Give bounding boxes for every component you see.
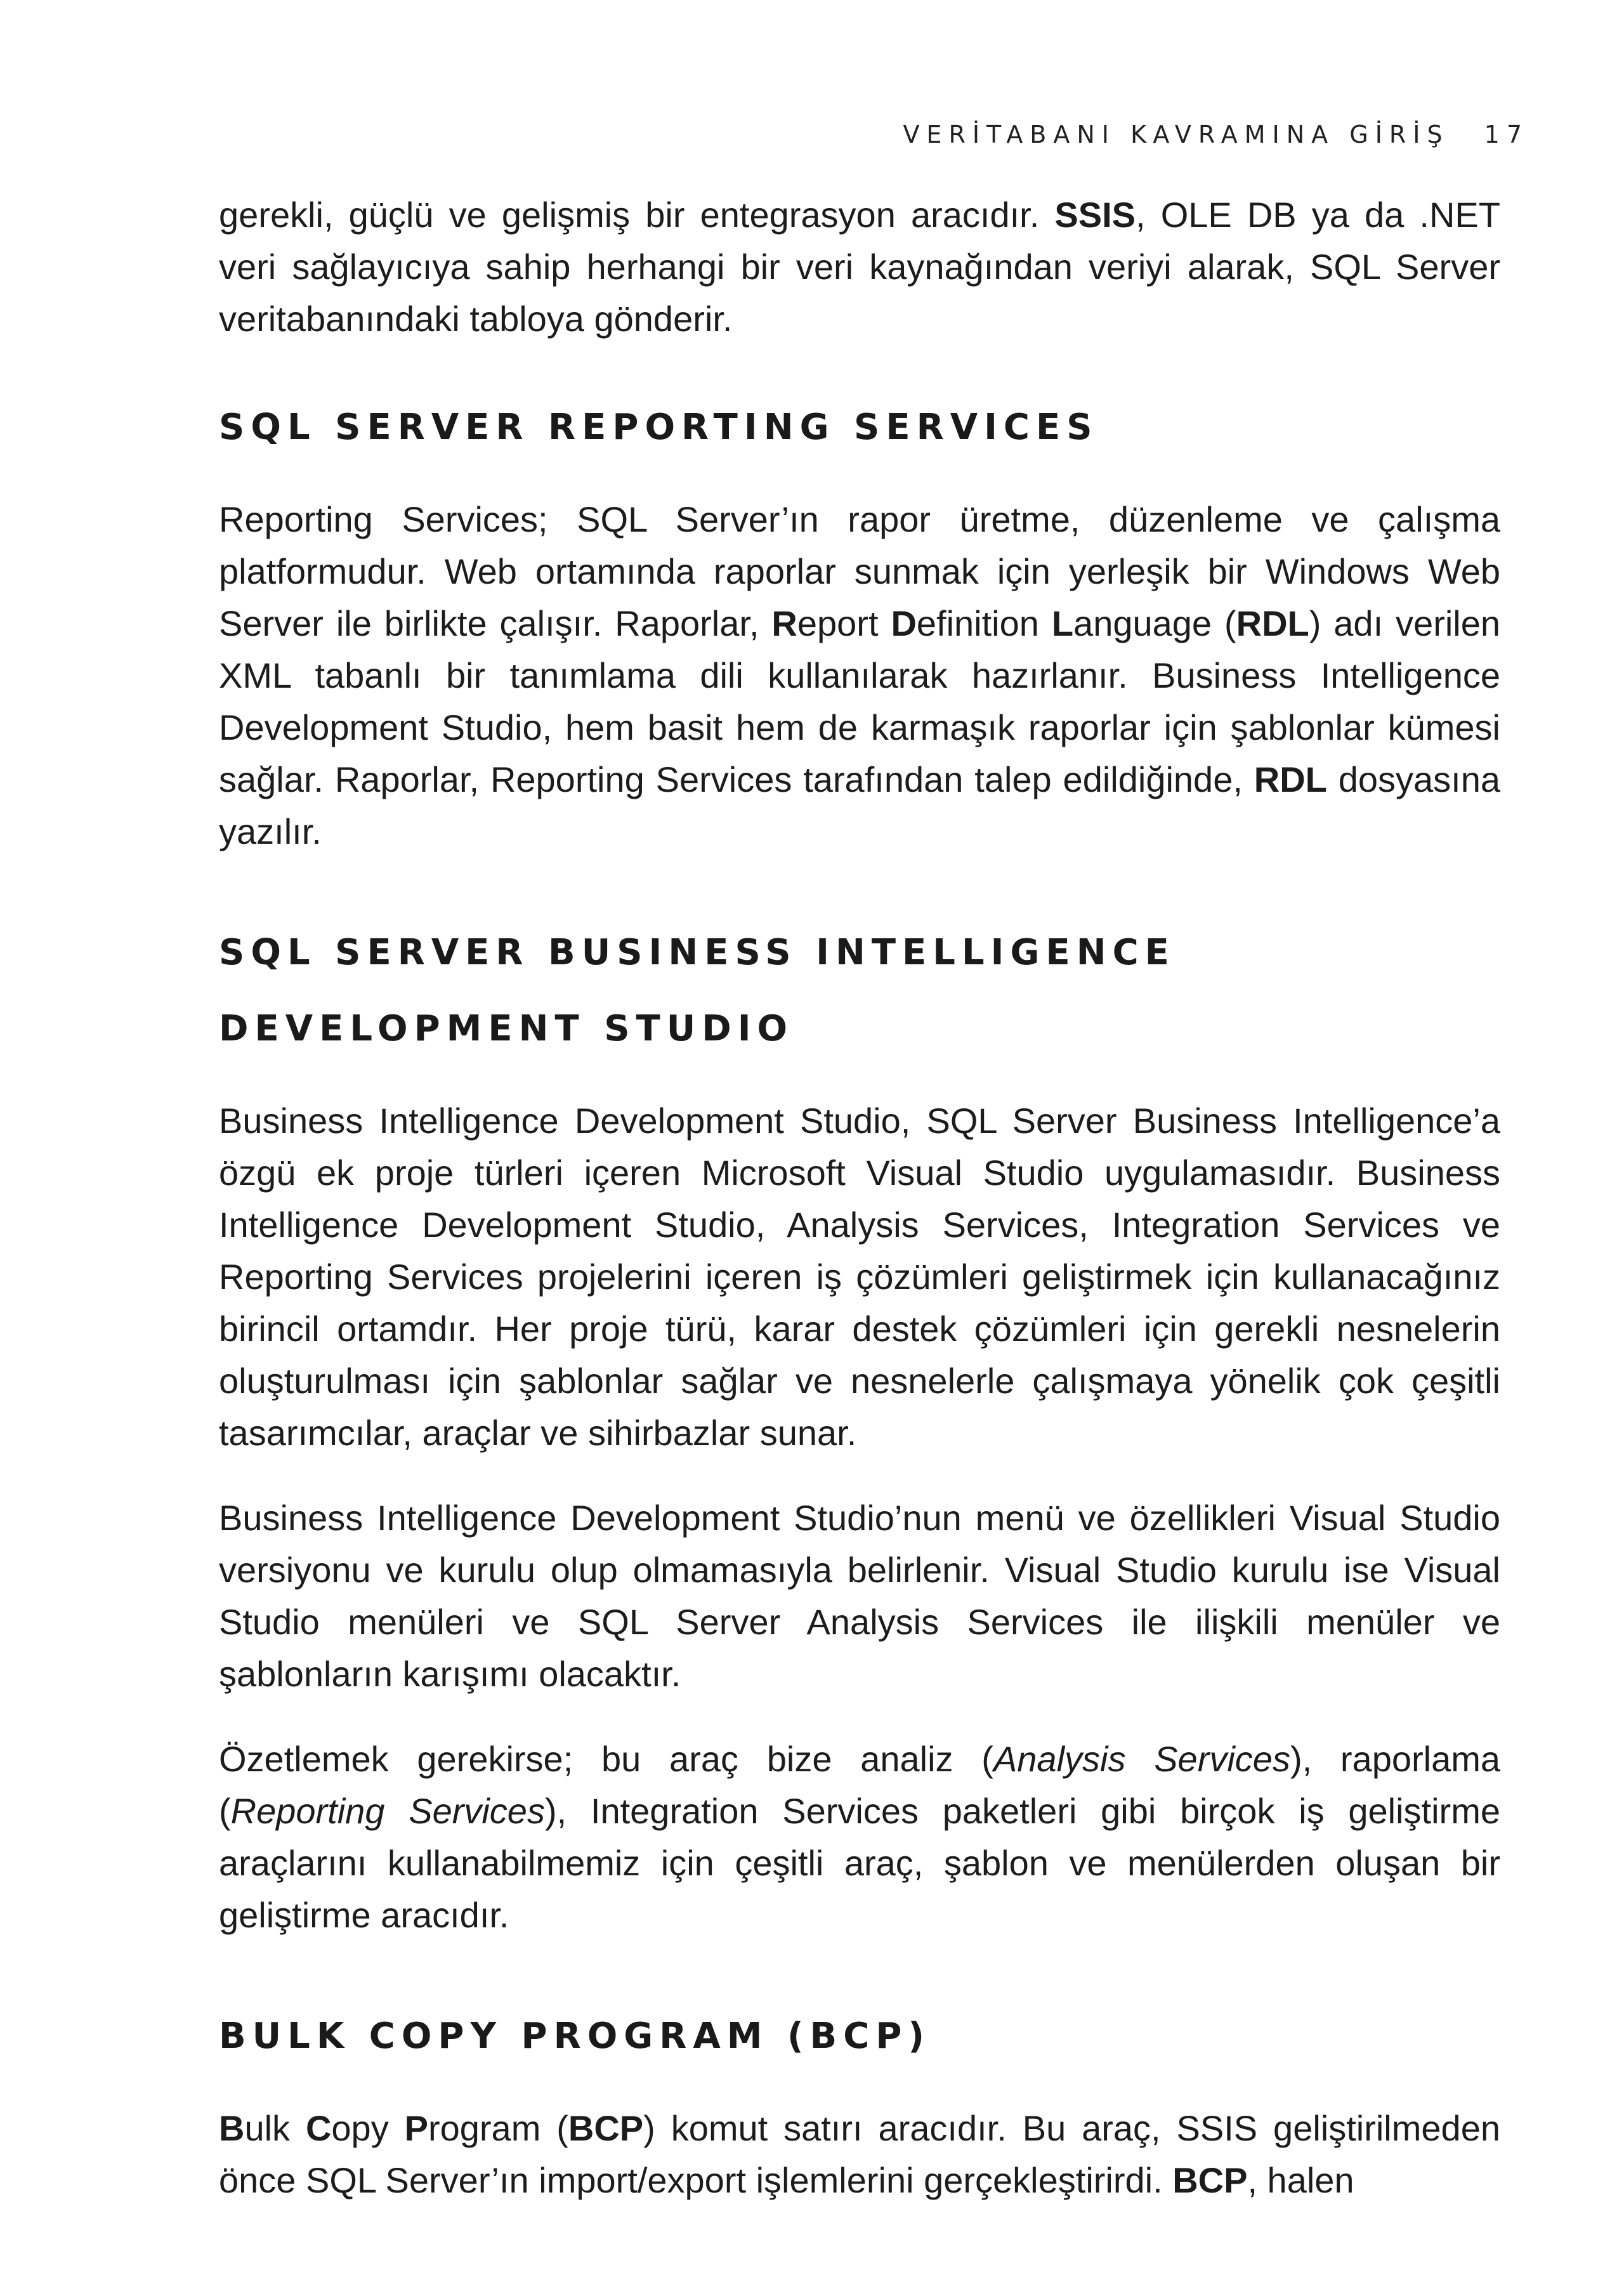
bold-term: RDL [1236,603,1309,643]
bold-term: BCP [568,2108,644,2148]
text-run: efinition [916,603,1052,643]
text-run: anguage ( [1073,603,1236,643]
bold-letter: P [404,2108,428,2148]
text-run: , OLE DB ya da .NET veri sağlayıcıya sahip herhangi bir veri kaynağından veriyi alarak, SQL Server veritabanındaki tabloya gönderir. [219,195,1500,339]
heading-bcp: BULK COPY PROGRAM (BCP) [219,2016,931,2057]
bold-term: BCP [1172,2160,1248,2200]
bold-letter: C [305,2108,332,2148]
heading-reporting-services: SQL SERVER REPORTING SERVICES [219,407,1099,448]
chapter-title: VERİTABANI KAVRAMINA GİRİŞ [903,121,1450,148]
bold-term: SSIS [1054,195,1136,235]
bold-letter: B [219,2108,245,2148]
page-content [219,189,1500,2206]
text-run: dosyasına yazılır. [219,759,1501,851]
text-run: eport [797,603,891,643]
bold-letter: R [771,603,797,643]
paragraph-bids-2: Business Intelligence Development Studio’nun menü ve özellikleri Visual Studio versiyonu ve kurulu olup olmamasıyla belirlenir. Visual Studio kurulu ise Visual Studio menüleri ve SQL Server Analysis Services ile ilişkili menüler ve şablonların karışımı olacaktır. [219,1498,1500,1694]
italic-term: Reporting Services [230,1791,545,1831]
paragraph-reporting-services [219,494,1500,858]
text-run: rogram ( [428,2108,568,2148]
text-run: ), raporlama ( [219,1739,1501,1831]
text-run: ulk [244,2108,306,2148]
paragraph-bids-3 [219,1733,1500,1941]
paragraph-bcp [219,2102,1500,2206]
paragraph-ssis [219,189,1500,345]
italic-term: Analysis Services [993,1739,1290,1779]
bold-term: RDL [1254,759,1327,799]
page-number: 17 [1484,121,1529,148]
bold-letter: L [1051,603,1074,643]
text-run: gerekli, güçlü ve gelişmiş bir entegrasyon aracıdır. [219,195,1055,235]
heading-bids: SQL SERVER BUSINESS INTELLIGENCE DEVELOPMENT STUDIO [219,932,1175,1049]
text-run: ) adı verilen XML tabanlı bir tanımlama dili kullanılarak hazırlanır. Business Intelligence Development Studio, hem basit hem de karmaşık raporlar için şablonlar kümesi sağlar. Raporlar, Reporting Services tarafından talep edildiğinde, [219,603,1501,799]
bold-letter: D [891,603,917,643]
running-header [903,121,1529,148]
paragraph-bids-1: Business Intelligence Development Studio, SQL Server Business Intelligence’a özgü ek proje türleri içeren Microsoft Visual Studio uygulamasıdır. Business Intelligence Development Studio, Analysis Services, Integration Services ve Reporting Services projelerini içeren iş çözümleri geliştirmek için kullanacağınız birincil ortamdır. Her proje türü, karar destek çözümleri için gerekli nesnelerin oluşturulması için şablonlar sağlar ve nesnelerle çalışmaya yönelik çok çeşitli tasarımcılar, araçlar ve sihirbazlar sunar. [219,1101,1500,1453]
text-run: ) komut satırı aracıdır. Bu araç, SSIS geliştirilmeden önce SQL Server’ın import/export işlemlerini gerçekleştirirdi. [219,2108,1500,2200]
text-run: ), Integration Services paketleri gibi birçok iş geliştirme araçlarını kullanabilmemiz için çeşitli araç, şablon ve menülerden oluşan bir geliştirme aracıdır. [219,1791,1500,1935]
text-run: Özetlemek gerekirse; bu araç bize analiz ( [219,1739,993,1779]
text-run: , halen [1247,2160,1354,2200]
text-run: Reporting Services; SQL Server’ın rapor üretme, düzenleme ve çalışma platformudur. Web ortamında raporlar sunmak için yerleşik bir Windows Web Server ile birlikte çalışır. Raporlar, [219,499,1500,643]
text-run: opy [331,2108,405,2148]
